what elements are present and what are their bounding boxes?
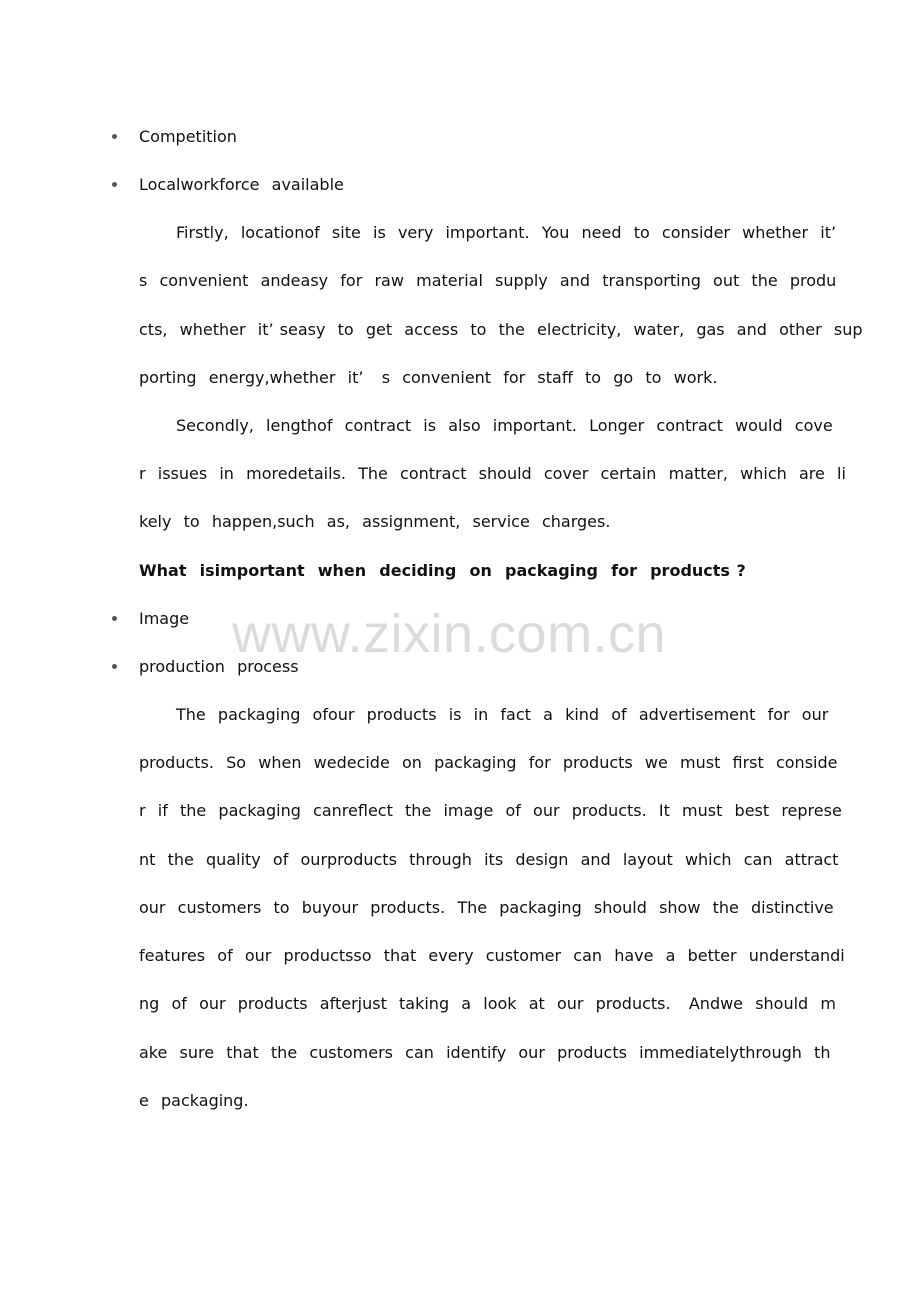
paragraph-2-line: Secondly, lengthof contract is also important. Longer contract would cove [176, 416, 833, 435]
paragraph-1-line: s convenient andeasy for raw material supply and transporting out the produ [139, 271, 837, 290]
paragraph-2-line: r issues in moredetails. The contract should cover certain matter, which are li [139, 464, 846, 483]
paragraph-3-line: ake sure that the customers can identify our products immediatelythrough th [139, 1043, 831, 1062]
paragraph-3-line: r if the packaging canreflect the image of our products. It must best represe [139, 801, 842, 820]
paragraph-3-line: our customers to buyour products. The packaging should show the distinctive [139, 898, 834, 917]
paragraph-1-line: porting energy,whether it’ s convenient for staff to go to work. [139, 368, 718, 387]
paragraph-1-line: cts, whether it’ seasy to get access to the electricity, water, gas and other sup [139, 320, 863, 339]
bullet-dot-icon [112, 182, 117, 187]
paragraph-3-line: features of our productsso that every customer can have a better understandi [139, 946, 845, 965]
paragraph-3-line: The packaging ofour products is in fact a kind of advertisement for our [176, 705, 829, 724]
paragraph-3-line: nt the quality of ourproducts through its design and layout which can attract [139, 850, 839, 869]
section-heading: What isimportant when deciding on packaging for products ? [139, 561, 746, 580]
paragraph-3-line: e packaging. [139, 1091, 249, 1110]
paragraph-2-line: kely to happen,such as, assignment, service charges. [139, 512, 611, 531]
paragraph-1-line: Firstly, locationof site is very important. You need to consider whether it’ [176, 223, 837, 242]
bullet-item-image: Image [139, 609, 190, 628]
bullet-dot-icon [112, 616, 117, 621]
bullet-dot-icon [112, 134, 117, 139]
bullet-dot-icon [112, 664, 117, 669]
bullet-item-production: production process [139, 657, 299, 676]
bullet-item-competition: Competition [139, 127, 237, 146]
watermark: www.zixin.com.cn [232, 604, 667, 664]
paragraph-3-line: products. So when wedecide on packaging for products we must first conside [139, 753, 838, 772]
paragraph-3-line: ng of our products afterjust taking a look at our products. Andwe should m [139, 994, 836, 1013]
bullet-item-workforce: Localworkforce available [139, 175, 344, 194]
